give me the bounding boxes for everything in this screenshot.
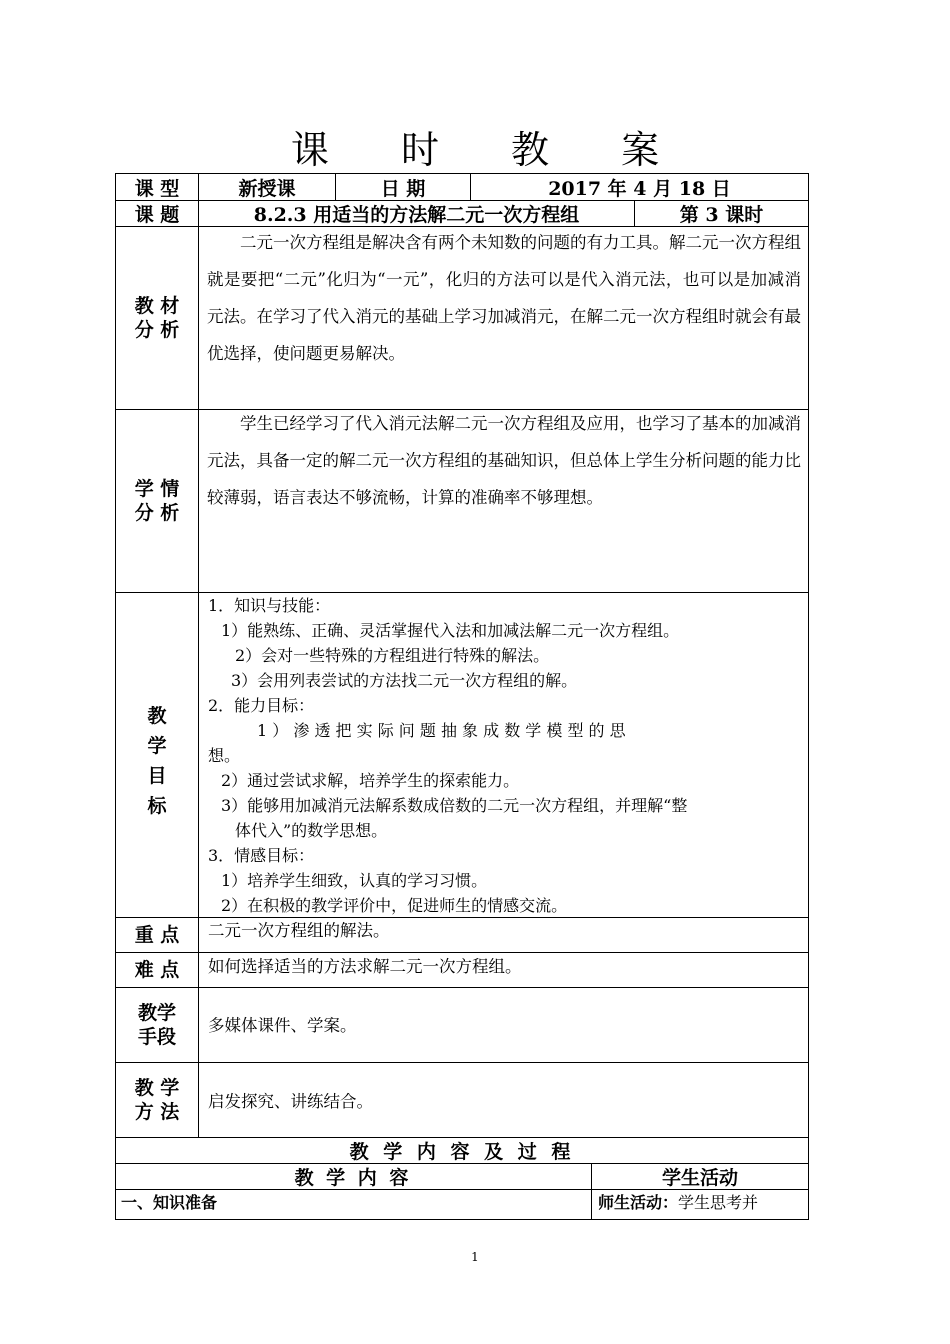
section-knowledge-prep: 一、知识准备 bbox=[121, 1193, 218, 1212]
page-title: 课 时 教 案 bbox=[290, 128, 690, 172]
label-line: 教 学 bbox=[134, 1077, 180, 1099]
topic-label: 课 题 bbox=[134, 204, 180, 226]
goal-line: 体代入”的数学思想。 bbox=[235, 821, 388, 840]
teaching-means-label bbox=[115, 988, 199, 1062]
teaching-goals-label bbox=[115, 701, 199, 821]
label-line: 方 法 bbox=[134, 1101, 180, 1123]
activity-cell bbox=[598, 1191, 758, 1215]
label-char: 目 bbox=[147, 765, 167, 787]
goal-line: 2）通过尝试求解，培养学生的探索能力。 bbox=[221, 771, 520, 790]
goal-line: 想。 bbox=[208, 746, 241, 765]
label-line: 分 析 bbox=[134, 502, 180, 524]
label-char: 标 bbox=[147, 795, 167, 817]
period-value: 第 3 课时 bbox=[679, 204, 764, 226]
rule bbox=[115, 1062, 809, 1063]
goal-line: 3）能够用加减消元法解系数成倍数的二元一次方程组，并理解“整 bbox=[221, 796, 688, 815]
student-analysis-text: 学生已经学习了代入消元法解二元一次方程组及应用，也学习了基本的加减消元法，具备一定的解二元一次方程组的基础知识，但总体上学生分析问题的能力比较薄弱，语言表达不够流畅，计算的准确率不够理想。 bbox=[207, 414, 801, 507]
lesson-type-value: 新授课 bbox=[238, 177, 296, 200]
rule bbox=[115, 592, 809, 593]
page-number: 1 bbox=[471, 1250, 479, 1264]
activity-label: 师生活动： bbox=[598, 1193, 679, 1212]
material-analysis-label bbox=[115, 227, 199, 409]
goal-line: 1）培养学生细致，认真的学习习惯。 bbox=[221, 871, 488, 890]
teaching-method-label bbox=[115, 1063, 199, 1137]
label-line: 学 情 bbox=[134, 478, 180, 500]
label-line: 教学 bbox=[137, 1002, 176, 1024]
goal-line: 3）会用列表尝试的方法找二元一次方程组的解。 bbox=[231, 671, 578, 690]
rule bbox=[115, 1219, 809, 1220]
goal-line: 1．知识与技能： bbox=[208, 596, 331, 615]
teaching-means-text: 多媒体课件、学案。 bbox=[208, 1016, 357, 1035]
goal-line: 2）在积极的教学评价中，促进师生的情感交流。 bbox=[221, 896, 568, 915]
teaching-method-text: 启发探究、讲练结合。 bbox=[208, 1092, 373, 1111]
label-line: 手段 bbox=[137, 1026, 176, 1048]
topic-value: 8.2.3 用适当的方法解二元一次方程组 bbox=[253, 204, 580, 226]
label-char: 学 bbox=[147, 735, 167, 757]
process-heading: 教 学 内 容 及 过 程 bbox=[349, 1141, 575, 1163]
label-line: 教 材 bbox=[134, 295, 180, 317]
rule bbox=[115, 952, 809, 953]
key-point-text: 二元一次方程组的解法。 bbox=[208, 921, 390, 940]
activity-column-header: 学生活动 bbox=[661, 1167, 738, 1189]
goal-line: 1 ） 渗 透 把 实 际 问 题 抽 象 成 数 学 模 型 的 思 bbox=[257, 721, 626, 740]
rule bbox=[115, 987, 809, 988]
rule bbox=[808, 173, 809, 1220]
difficulty-text: 如何选择适当的方法求解二元一次方程组。 bbox=[208, 957, 522, 976]
date-label: 日 期 bbox=[380, 177, 426, 200]
student-analysis-label bbox=[115, 410, 199, 592]
goal-line: 2．能力目标： bbox=[208, 696, 315, 715]
goal-line: 3．情感目标： bbox=[208, 846, 315, 865]
content-column-header: 教 学 内 容 bbox=[294, 1167, 412, 1189]
goal-line: 2）会对一些特殊的方程组进行特殊的解法。 bbox=[235, 646, 550, 665]
lesson-plan-table bbox=[115, 173, 809, 1220]
label-line: 分 析 bbox=[134, 319, 180, 341]
lesson-type-label: 课 型 bbox=[134, 177, 180, 200]
material-analysis-text: 二元一次方程组是解决含有两个未知数的问题的有力工具。解二元一次方程组就是要把“二元”化归为“一元”，化归的方法可以是代入消元法，也可以是加减消元法。在学习了代入消元的基础上学习加减消元，在解二元一次方程组时就会有最优选择，使问题更易解决。 bbox=[207, 233, 801, 363]
key-point-label: 重 点 bbox=[134, 924, 180, 946]
activity-text: 学生思考并 bbox=[678, 1193, 759, 1212]
label-char: 教 bbox=[147, 705, 167, 727]
date-value: 2017 年 4 月 18 日 bbox=[548, 177, 731, 200]
goal-line: 1）能熟练、正确、灵活掌握代入法和加减法解二元一次方程组。 bbox=[221, 621, 680, 640]
difficulty-label: 难 点 bbox=[134, 959, 180, 981]
